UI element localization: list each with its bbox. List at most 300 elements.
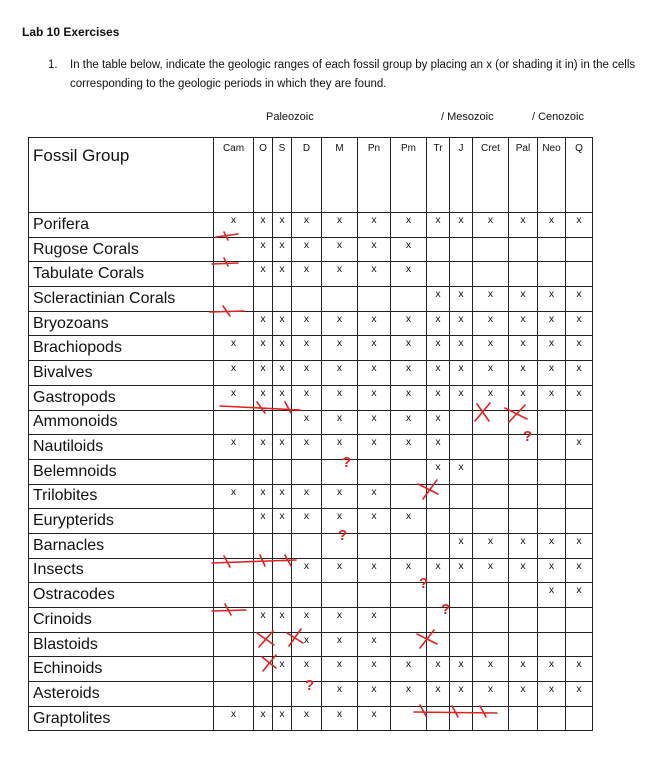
- range-cell-cam[interactable]: [214, 682, 254, 707]
- range-cell-tr[interactable]: [427, 262, 450, 287]
- range-cell-tr[interactable]: x: [427, 385, 450, 410]
- range-cell-o[interactable]: x: [254, 361, 273, 386]
- range-cell-cret[interactable]: [473, 237, 509, 262]
- range-cell-d[interactable]: x: [292, 385, 322, 410]
- range-cell-m[interactable]: [322, 287, 358, 312]
- range-cell-j[interactable]: x: [450, 361, 473, 386]
- range-cell-d[interactable]: x: [292, 608, 322, 633]
- range-cell-d[interactable]: x: [292, 632, 322, 657]
- range-cell-m[interactable]: x: [322, 385, 358, 410]
- table-row: [29, 435, 593, 460]
- range-cell-cret[interactable]: x: [473, 311, 509, 336]
- fossil-group-name: Trilobites: [29, 484, 214, 509]
- range-cell-s[interactable]: x: [273, 484, 292, 509]
- range-cell-s[interactable]: x: [273, 385, 292, 410]
- range-cell-pal[interactable]: [509, 484, 538, 509]
- range-cell-tr[interactable]: [427, 484, 450, 509]
- range-cell-cret[interactable]: [473, 706, 509, 731]
- range-cell-o[interactable]: [254, 287, 273, 312]
- range-cell-d[interactable]: x: [292, 509, 322, 534]
- range-cell-pn[interactable]: [358, 287, 391, 312]
- range-cell-neo[interactable]: x: [538, 311, 566, 336]
- range-cell-pm[interactable]: [391, 484, 427, 509]
- range-cell-j[interactable]: x: [450, 533, 473, 558]
- range-cell-s[interactable]: x: [273, 509, 292, 534]
- range-cell-q[interactable]: [566, 410, 593, 435]
- range-cell-m[interactable]: x: [322, 632, 358, 657]
- range-cell-j[interactable]: [450, 262, 473, 287]
- range-cell-pm[interactable]: x: [391, 435, 427, 460]
- fossil-group-name: Rugose Corals: [29, 237, 214, 262]
- range-cell-pm[interactable]: x: [391, 213, 427, 238]
- range-cell-q[interactable]: [566, 608, 593, 633]
- range-cell-m[interactable]: x: [322, 706, 358, 731]
- range-cell-pal[interactable]: x: [509, 682, 538, 707]
- range-cell-o[interactable]: x: [254, 385, 273, 410]
- range-cell-pal[interactable]: x: [509, 558, 538, 583]
- period-header-s: [273, 138, 292, 213]
- range-cell-pn[interactable]: x: [358, 336, 391, 361]
- range-cell-neo[interactable]: [538, 410, 566, 435]
- range-cell-neo[interactable]: [538, 484, 566, 509]
- range-cell-neo[interactable]: [538, 632, 566, 657]
- range-cell-o[interactable]: x: [254, 311, 273, 336]
- range-cell-pal[interactable]: x: [509, 657, 538, 682]
- range-cell-j[interactable]: [450, 237, 473, 262]
- table-row: [29, 336, 593, 361]
- period-label: Tr: [433, 143, 443, 154]
- range-cell-j[interactable]: [450, 435, 473, 460]
- range-cell-pn[interactable]: x: [358, 657, 391, 682]
- range-cell-q[interactable]: x: [566, 213, 593, 238]
- range-cell-q[interactable]: x: [566, 361, 593, 386]
- range-cell-q[interactable]: [566, 706, 593, 731]
- range-cell-d[interactable]: [292, 682, 322, 707]
- range-cell-pm[interactable]: x: [391, 237, 427, 262]
- range-cell-q[interactable]: [566, 459, 593, 484]
- range-cell-s[interactable]: [273, 533, 292, 558]
- range-cell-m[interactable]: x: [322, 361, 358, 386]
- era-mesozoic: / Mesozoic: [441, 111, 494, 123]
- range-cell-cam[interactable]: [214, 657, 254, 682]
- range-cell-neo[interactable]: x: [538, 361, 566, 386]
- range-cell-pn[interactable]: x: [358, 237, 391, 262]
- range-cell-tr[interactable]: x: [427, 213, 450, 238]
- range-cell-pm[interactable]: x: [391, 410, 427, 435]
- range-cell-d[interactable]: x: [292, 484, 322, 509]
- table-row: [29, 682, 593, 707]
- range-cell-pn[interactable]: x: [358, 385, 391, 410]
- range-cell-neo[interactable]: x: [538, 558, 566, 583]
- range-cell-neo[interactable]: [538, 706, 566, 731]
- period-header-neo: [538, 138, 566, 213]
- range-cell-j[interactable]: x: [450, 459, 473, 484]
- range-cell-cam[interactable]: [214, 459, 254, 484]
- range-cell-j[interactable]: [450, 706, 473, 731]
- range-cell-o[interactable]: x: [254, 435, 273, 460]
- range-cell-pn[interactable]: x: [358, 311, 391, 336]
- range-cell-o[interactable]: [254, 533, 273, 558]
- range-cell-d[interactable]: x: [292, 336, 322, 361]
- table-row: [29, 213, 593, 238]
- range-cell-cam[interactable]: x: [214, 361, 254, 386]
- range-cell-d[interactable]: x: [292, 361, 322, 386]
- range-cell-o[interactable]: [254, 632, 273, 657]
- range-cell-d[interactable]: x: [292, 657, 322, 682]
- period-header-pn: [358, 138, 391, 213]
- range-cell-pm[interactable]: x: [391, 361, 427, 386]
- range-cell-m[interactable]: [322, 459, 358, 484]
- range-cell-neo[interactable]: x: [538, 682, 566, 707]
- range-cell-pal[interactable]: [509, 608, 538, 633]
- range-cell-o[interactable]: x: [254, 706, 273, 731]
- period-header-cret: [473, 138, 509, 213]
- range-cell-pn[interactable]: [358, 583, 391, 608]
- range-cell-pn[interactable]: x: [358, 435, 391, 460]
- range-cell-m[interactable]: x: [322, 484, 358, 509]
- range-cell-pm[interactable]: x: [391, 311, 427, 336]
- range-cell-pm[interactable]: [391, 608, 427, 633]
- range-cell-o[interactable]: x: [254, 213, 273, 238]
- range-cell-tr[interactable]: [427, 583, 450, 608]
- range-cell-cret[interactable]: [473, 410, 509, 435]
- table-row: [29, 509, 593, 534]
- range-cell-tr[interactable]: x: [427, 657, 450, 682]
- range-cell-q[interactable]: [566, 484, 593, 509]
- range-cell-pal[interactable]: [509, 410, 538, 435]
- range-cell-o[interactable]: [254, 459, 273, 484]
- range-cell-m[interactable]: [322, 583, 358, 608]
- period-label: Pal: [515, 143, 531, 154]
- range-cell-cam[interactable]: x: [214, 385, 254, 410]
- range-cell-cret[interactable]: [473, 583, 509, 608]
- table-row: [29, 608, 593, 633]
- range-cell-cam[interactable]: [214, 558, 254, 583]
- range-cell-m[interactable]: x: [322, 262, 358, 287]
- range-cell-o[interactable]: x: [254, 608, 273, 633]
- range-cell-s[interactable]: x: [273, 657, 292, 682]
- range-cell-pm[interactable]: [391, 706, 427, 731]
- period-label: J: [458, 143, 464, 154]
- range-cell-cam[interactable]: [214, 509, 254, 534]
- range-cell-q[interactable]: [566, 237, 593, 262]
- range-cell-pm[interactable]: [391, 287, 427, 312]
- range-cell-pn[interactable]: x: [358, 509, 391, 534]
- range-cell-d[interactable]: x: [292, 262, 322, 287]
- range-cell-pal[interactable]: [509, 237, 538, 262]
- range-cell-neo[interactable]: x: [538, 533, 566, 558]
- range-cell-cret[interactable]: x: [473, 213, 509, 238]
- range-cell-pal[interactable]: [509, 262, 538, 287]
- table-row: [29, 558, 593, 583]
- range-cell-j[interactable]: x: [450, 558, 473, 583]
- range-cell-cam[interactable]: x: [214, 336, 254, 361]
- range-cell-m[interactable]: x: [322, 558, 358, 583]
- range-cell-s[interactable]: [273, 632, 292, 657]
- range-cell-o[interactable]: [254, 583, 273, 608]
- range-cell-q[interactable]: x: [566, 435, 593, 460]
- range-cell-o[interactable]: x: [254, 237, 273, 262]
- range-cell-neo[interactable]: x: [538, 657, 566, 682]
- range-cell-s[interactable]: [273, 583, 292, 608]
- range-cell-j[interactable]: x: [450, 336, 473, 361]
- range-cell-cam[interactable]: [214, 632, 254, 657]
- range-cell-q[interactable]: x: [566, 533, 593, 558]
- range-cell-tr[interactable]: [427, 632, 450, 657]
- range-cell-neo[interactable]: x: [538, 583, 566, 608]
- range-cell-pn[interactable]: x: [358, 484, 391, 509]
- range-cell-s[interactable]: [273, 459, 292, 484]
- range-cell-j[interactable]: x: [450, 385, 473, 410]
- range-cell-neo[interactable]: [538, 459, 566, 484]
- range-cell-pal[interactable]: x: [509, 361, 538, 386]
- range-cell-pn[interactable]: x: [358, 410, 391, 435]
- range-cell-pm[interactable]: [391, 583, 427, 608]
- question-mark-belemnoids-m: ?: [342, 454, 352, 471]
- range-cell-cam[interactable]: [214, 410, 254, 435]
- range-cell-tr[interactable]: [427, 237, 450, 262]
- range-cell-tr[interactable]: x: [427, 361, 450, 386]
- range-cell-pm[interactable]: x: [391, 509, 427, 534]
- range-cell-d[interactable]: [292, 287, 322, 312]
- range-cell-tr[interactable]: [427, 706, 450, 731]
- range-cell-s[interactable]: x: [273, 336, 292, 361]
- range-cell-s[interactable]: x: [273, 435, 292, 460]
- range-cell-pn[interactable]: x: [358, 558, 391, 583]
- range-cell-d[interactable]: x: [292, 558, 322, 583]
- range-cell-neo[interactable]: x: [538, 287, 566, 312]
- range-cell-d[interactable]: [292, 583, 322, 608]
- range-cell-neo[interactable]: [538, 262, 566, 287]
- range-cell-pn[interactable]: x: [358, 682, 391, 707]
- range-cell-m[interactable]: x: [322, 682, 358, 707]
- range-cell-tr[interactable]: [427, 509, 450, 534]
- range-cell-s[interactable]: [273, 410, 292, 435]
- table-row: [29, 583, 593, 608]
- range-cell-tr[interactable]: x: [427, 558, 450, 583]
- range-cell-cam[interactable]: [214, 608, 254, 633]
- range-cell-cret[interactable]: [473, 509, 509, 534]
- range-cell-s[interactable]: x: [273, 262, 292, 287]
- range-cell-q[interactable]: x: [566, 682, 593, 707]
- range-cell-tr[interactable]: [427, 608, 450, 633]
- range-cell-tr[interactable]: x: [427, 311, 450, 336]
- range-cell-d[interactable]: [292, 533, 322, 558]
- range-cell-q[interactable]: x: [566, 657, 593, 682]
- range-cell-j[interactable]: [450, 608, 473, 633]
- range-cell-cret[interactable]: [473, 608, 509, 633]
- range-cell-pm[interactable]: [391, 533, 427, 558]
- range-cell-tr[interactable]: [427, 533, 450, 558]
- range-cell-o[interactable]: [254, 410, 273, 435]
- range-cell-d[interactable]: x: [292, 213, 322, 238]
- range-cell-q[interactable]: x: [566, 287, 593, 312]
- range-cell-pal[interactable]: [509, 583, 538, 608]
- range-cell-pm[interactable]: x: [391, 558, 427, 583]
- range-cell-pal[interactable]: [509, 509, 538, 534]
- period-label: Neo: [542, 143, 561, 154]
- range-cell-neo[interactable]: x: [538, 336, 566, 361]
- range-cell-pn[interactable]: x: [358, 361, 391, 386]
- range-cell-q[interactable]: x: [566, 583, 593, 608]
- range-cell-s[interactable]: x: [273, 311, 292, 336]
- period-label: Cret: [481, 143, 500, 154]
- range-cell-tr[interactable]: x: [427, 410, 450, 435]
- range-cell-neo[interactable]: [538, 435, 566, 460]
- range-cell-s[interactable]: [273, 682, 292, 707]
- range-cell-o[interactable]: x: [254, 262, 273, 287]
- range-cell-pal[interactable]: x: [509, 311, 538, 336]
- period-header-d: [292, 138, 322, 213]
- range-cell-pm[interactable]: x: [391, 336, 427, 361]
- range-cell-cret[interactable]: [473, 459, 509, 484]
- range-cell-pn[interactable]: x: [358, 706, 391, 731]
- range-cell-m[interactable]: x: [322, 410, 358, 435]
- range-cell-s[interactable]: x: [273, 237, 292, 262]
- range-cell-pn[interactable]: x: [358, 608, 391, 633]
- range-cell-neo[interactable]: x: [538, 213, 566, 238]
- period-label: Pn: [367, 143, 381, 154]
- range-cell-cret[interactable]: x: [473, 657, 509, 682]
- range-cell-cret[interactable]: x: [473, 558, 509, 583]
- range-cell-q[interactable]: [566, 509, 593, 534]
- range-cell-pm[interactable]: x: [391, 385, 427, 410]
- range-cell-d[interactable]: x: [292, 311, 322, 336]
- range-cell-cret[interactable]: x: [473, 533, 509, 558]
- range-cell-j[interactable]: [450, 484, 473, 509]
- range-cell-tr[interactable]: x: [427, 287, 450, 312]
- range-cell-s[interactable]: [273, 558, 292, 583]
- range-cell-j[interactable]: x: [450, 657, 473, 682]
- range-cell-j[interactable]: [450, 583, 473, 608]
- range-cell-cret[interactable]: x: [473, 336, 509, 361]
- range-cell-j[interactable]: x: [450, 311, 473, 336]
- range-cell-cam[interactable]: [214, 533, 254, 558]
- range-cell-q[interactable]: [566, 632, 593, 657]
- range-cell-m[interactable]: [322, 533, 358, 558]
- range-cell-cret[interactable]: x: [473, 361, 509, 386]
- range-cell-cam[interactable]: x: [214, 484, 254, 509]
- range-cell-neo[interactable]: [538, 608, 566, 633]
- fossil-group-name: Gastropods: [29, 385, 214, 410]
- range-cell-cret[interactable]: [473, 632, 509, 657]
- range-cell-tr[interactable]: x: [427, 459, 450, 484]
- range-cell-s[interactable]: x: [273, 361, 292, 386]
- range-cell-o[interactable]: [254, 558, 273, 583]
- range-cell-pm[interactable]: x: [391, 262, 427, 287]
- range-cell-s[interactable]: [273, 287, 292, 312]
- range-cell-pn[interactable]: x: [358, 632, 391, 657]
- range-cell-cam[interactable]: [214, 262, 254, 287]
- range-cell-m[interactable]: x: [322, 336, 358, 361]
- range-cell-cret[interactable]: x: [473, 385, 509, 410]
- range-cell-pn[interactable]: x: [358, 262, 391, 287]
- range-cell-q[interactable]: x: [566, 558, 593, 583]
- range-cell-cam[interactable]: x: [214, 213, 254, 238]
- range-cell-o[interactable]: [254, 657, 273, 682]
- range-cell-pal[interactable]: x: [509, 385, 538, 410]
- range-cell-pal[interactable]: x: [509, 287, 538, 312]
- range-cell-cret[interactable]: [473, 484, 509, 509]
- range-cell-o[interactable]: [254, 682, 273, 707]
- range-cell-d[interactable]: x: [292, 237, 322, 262]
- range-cell-m[interactable]: x: [322, 608, 358, 633]
- range-cell-j[interactable]: [450, 632, 473, 657]
- range-cell-pal[interactable]: x: [509, 336, 538, 361]
- range-cell-j[interactable]: x: [450, 287, 473, 312]
- range-cell-cam[interactable]: [214, 311, 254, 336]
- range-cell-d[interactable]: [292, 459, 322, 484]
- range-cell-pm[interactable]: [391, 632, 427, 657]
- range-cell-o[interactable]: x: [254, 509, 273, 534]
- range-cell-m[interactable]: x: [322, 213, 358, 238]
- range-cell-pal[interactable]: [509, 706, 538, 731]
- range-cell-d[interactable]: x: [292, 410, 322, 435]
- range-cell-neo[interactable]: [538, 509, 566, 534]
- range-cell-pm[interactable]: [391, 459, 427, 484]
- range-cell-s[interactable]: x: [273, 608, 292, 633]
- range-cell-cret[interactable]: x: [473, 287, 509, 312]
- range-cell-cret[interactable]: x: [473, 682, 509, 707]
- period-header-j: [450, 138, 473, 213]
- range-cell-cam[interactable]: x: [214, 435, 254, 460]
- range-cell-m[interactable]: x: [322, 509, 358, 534]
- range-cell-pal[interactable]: x: [509, 213, 538, 238]
- range-cell-pn[interactable]: [358, 533, 391, 558]
- range-cell-m[interactable]: x: [322, 237, 358, 262]
- range-cell-m[interactable]: x: [322, 657, 358, 682]
- range-cell-q[interactable]: x: [566, 336, 593, 361]
- range-cell-q[interactable]: x: [566, 385, 593, 410]
- range-cell-m[interactable]: x: [322, 311, 358, 336]
- range-cell-tr[interactable]: x: [427, 682, 450, 707]
- range-cell-neo[interactable]: [538, 237, 566, 262]
- range-cell-cret[interactable]: [473, 262, 509, 287]
- range-cell-d[interactable]: x: [292, 706, 322, 731]
- range-cell-d[interactable]: x: [292, 435, 322, 460]
- range-cell-j[interactable]: x: [450, 682, 473, 707]
- range-cell-cam[interactable]: [214, 287, 254, 312]
- range-cell-j[interactable]: [450, 509, 473, 534]
- range-cell-pal[interactable]: [509, 435, 538, 460]
- range-cell-j[interactable]: [450, 410, 473, 435]
- fossil-group-name: Asteroids: [29, 682, 214, 707]
- range-cell-cret[interactable]: [473, 435, 509, 460]
- range-cell-cam[interactable]: x: [214, 706, 254, 731]
- range-cell-j[interactable]: x: [450, 213, 473, 238]
- period-header-cam: [214, 138, 254, 213]
- range-cell-pal[interactable]: x: [509, 533, 538, 558]
- range-cell-q[interactable]: x: [566, 311, 593, 336]
- range-cell-o[interactable]: x: [254, 336, 273, 361]
- range-cell-pm[interactable]: x: [391, 657, 427, 682]
- range-cell-tr[interactable]: x: [427, 435, 450, 460]
- range-cell-pal[interactable]: [509, 632, 538, 657]
- range-cell-pm[interactable]: x: [391, 682, 427, 707]
- range-cell-neo[interactable]: x: [538, 385, 566, 410]
- range-cell-m[interactable]: x: [322, 435, 358, 460]
- range-cell-o[interactable]: x: [254, 484, 273, 509]
- range-cell-tr[interactable]: x: [427, 336, 450, 361]
- range-cell-cam[interactable]: [214, 237, 254, 262]
- range-cell-pal[interactable]: [509, 459, 538, 484]
- range-cell-cam[interactable]: [214, 583, 254, 608]
- range-cell-pn[interactable]: [358, 459, 391, 484]
- range-cell-s[interactable]: x: [273, 706, 292, 731]
- range-cell-q[interactable]: [566, 262, 593, 287]
- range-cell-s[interactable]: x: [273, 213, 292, 238]
- range-cell-pn[interactable]: x: [358, 213, 391, 238]
